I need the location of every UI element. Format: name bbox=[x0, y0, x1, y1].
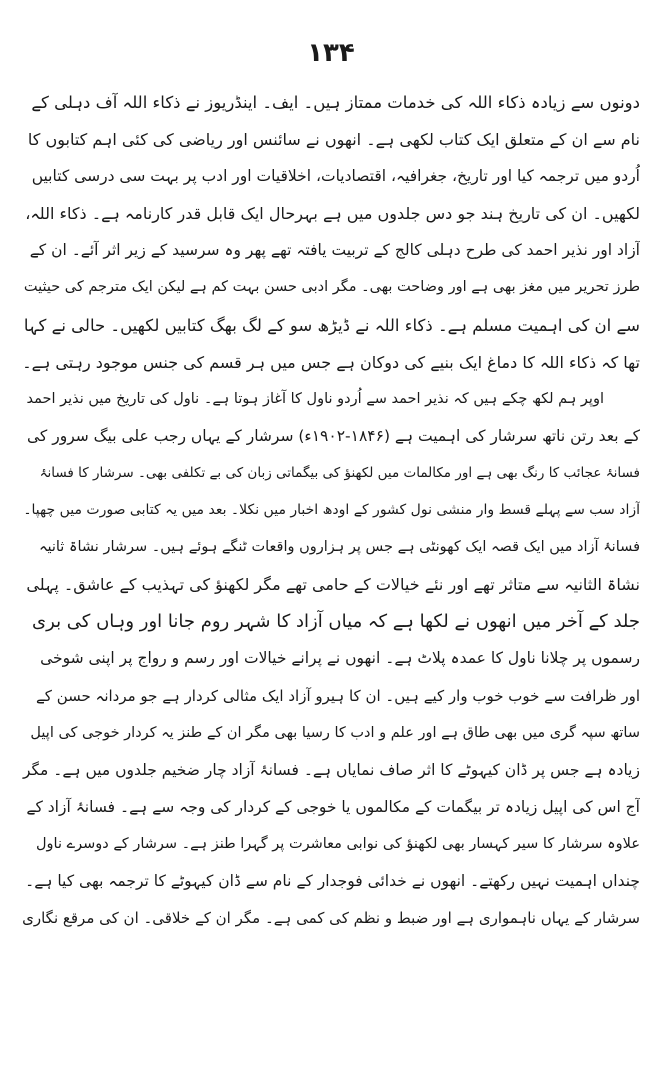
page-number: ۱۳۴ bbox=[307, 38, 355, 68]
text-line: دونوں سے زیادہ ذکاء اللہ کی خدمات ممتاز ہیں۔ ایف۔ اینڈریوز نے ذکاء اللہ آف دہلی کے bbox=[31, 93, 640, 112]
text-line: اُردو میں ترجمہ کیا اور تاریخ، جغرافیہ، اقتصادیات، اخلاقیات اور ادب پر بہت سی درسی کتابیں bbox=[31, 167, 640, 186]
text-line: طرز تحریر میں مغز بھی ہے اور وضاحت بھی۔ مگر ادبی حسن بہت کم ہے لیکن ایک مترجم کی حیثیت bbox=[23, 279, 640, 296]
text-line: لکھیں۔ ان کی تاریخ ہند جو دس جلدوں میں ہے بہرحال ایک قابل قدر کارنامہ ہے۔ ذکاء اللہ، bbox=[25, 204, 640, 224]
text-line: چنداں اہمیت نہیں رکھتے۔ انھوں نے خدائی فوجدار کے نام سے ڈان کیہوٹے کا ترجمہ بھی کیا ہے۔ bbox=[25, 871, 640, 890]
text-line: اور ظرافت سے خوب خوب وار کیے ہیں۔ ان کا ہیرو آزاد ایک مثالی کردار ہے جو مردانہ حسن کے bbox=[36, 686, 640, 705]
text-line: جلد کے آخر میں انھوں نے لکھا ہے کہ میاں آزاد کا شہر روم جانا اور وہاں کی بری bbox=[32, 611, 640, 633]
text-line: آزاد اور نذیر احمد کی طرح دہلی کالج کے تربیت یافتہ تھے پھر وہ سرسید کے زیر اثر آئے۔ ان کے bbox=[29, 241, 640, 260]
text-line: آزاد سب سے پہلے قسط وار منشی نول کشور کے اودھ اخبار میں نکلا۔ بعد میں یہ کتابی صورت میں چھپا۔ bbox=[23, 502, 640, 519]
text-line: علاوہ سرشار کا سیر کہسار بھی لکھنؤ کی نوابی معاشرت پر گہرا طنز ہے۔ سرشار کے دوسرے ناول bbox=[36, 835, 640, 852]
text-line: رسموں پر چلانا ناول کا عمدہ پلاٹ ہے۔ انھوں نے پرانے خیالات اور رسم و رواج پر اپنی شوخی bbox=[40, 649, 640, 668]
text-line: سے ان کی اہمیت مسلم ہے۔ ذکاء اللہ نے ڈیڑھ سو کے لگ بھگ کتابیں لکھیں۔ حالی نے کہا bbox=[23, 315, 640, 335]
text-line: نشاۃ الثانیہ سے متاثر تھے اور نئے خیالات کے حامی تھے مگر لکھنؤ کی تہذیب کے عاشق۔ پہلی bbox=[26, 575, 640, 595]
body-text bbox=[22, 84, 640, 937]
text-line: نام سے ان کے متعلق ایک کتاب لکھی ہے۔ انھوں نے سائنس اور ریاضی کی کئی اہم کتابوں کا bbox=[27, 130, 640, 150]
text-line: سرشار کے یہاں ناہمواری ہے اور ضبط و نظم کی کمی ہے۔ مگر ان کے خلاقی۔ ان کی مرقع نگاری bbox=[22, 909, 640, 928]
text-line: کے بعد رتن ناتھ سرشار کی اہمیت ہے (۱۸۴۶-۱۹۰۲ء) سرشار کے یہاں رجب علی بیگ سرور کی bbox=[27, 426, 640, 445]
text-line: زیادہ ہے جس پر ڈان کیہوٹے کا اثر صاف نمایاں ہے۔ فسانۂ آزاد چار ضخیم جلدوں میں ہے۔ مگر bbox=[22, 760, 640, 779]
text-line: ساتھ سپہ گری میں بھی طاق ہے اور علم و ادب کا رسیا بھی مگر ان کے طنز یہ کردار خوجی کی اپیل bbox=[30, 724, 640, 741]
text-line: تھا کہ ذکاء اللہ کا دماغ ایک بنیے کی دوکان ہے جس میں ہر قسم کی جنس موجود رہتی ہے۔ bbox=[22, 352, 640, 372]
text-line: فسانۂ آزاد میں ایک قصہ ایک کھونٹی ہے جس پر ہزاروں واقعات ٹنگے ہوئے ہیں۔ سرشار نشاۃ ثانیہ bbox=[38, 539, 640, 556]
paragraph-start-line: اوپر ہم لکھ چکے ہیں کہ نذیر احمد سے اُردو ناول کا آغاز ہوتا ہے۔ ناول کی تاریخ میں نذیر احمد bbox=[26, 390, 604, 407]
text-line: فسانۂ عجائب کا رنگ بھی ہے اور مکالمات میں لکھنؤ کی بیگماتی زبان کی بے تکلفی بھی۔ سرشار کا فسانۂ bbox=[39, 464, 640, 481]
text-line: آج اس کی اپیل زیادہ تر بیگمات کے مکالموں یا خوجی کے کردار کی وجہ سے ہے۔ فسانۂ آزاد کے bbox=[26, 797, 640, 816]
